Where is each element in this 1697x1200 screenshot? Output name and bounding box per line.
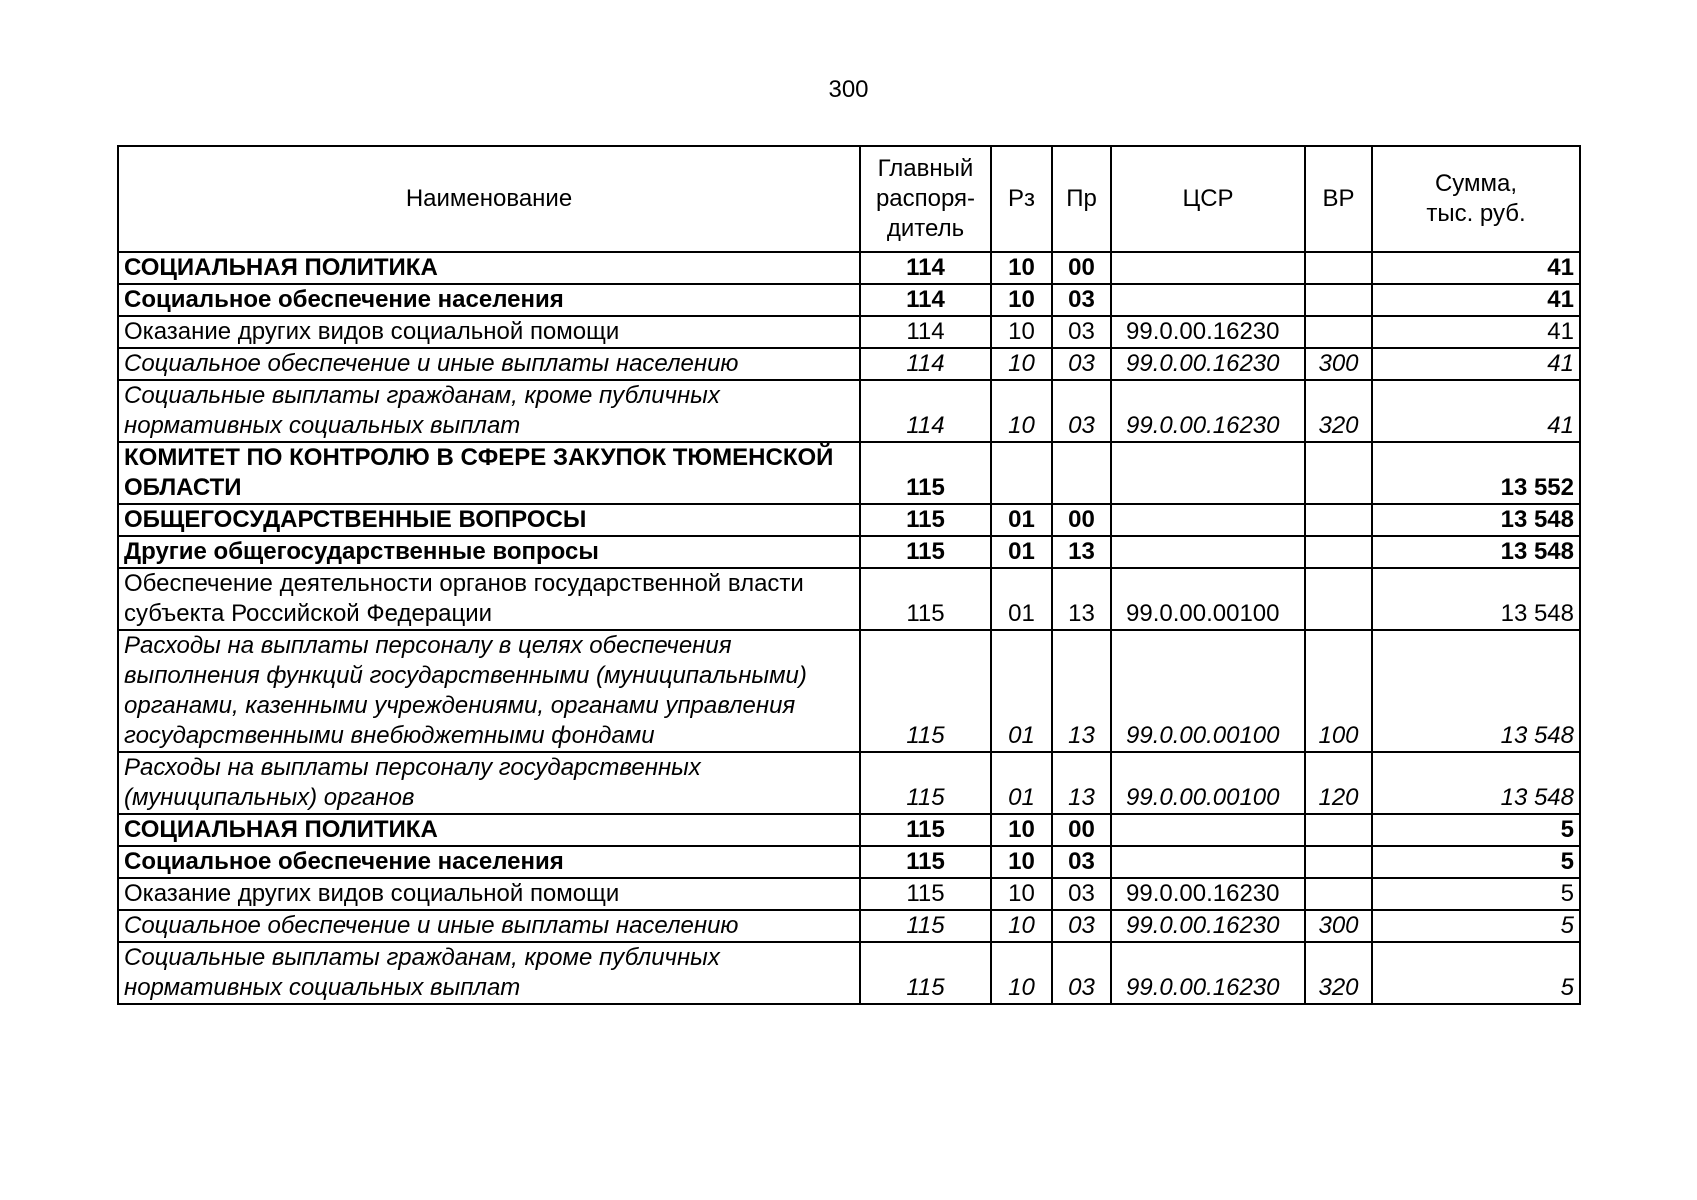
cell-amount: 5: [1372, 846, 1580, 878]
cell-target-article: 99.0.00.16230: [1111, 348, 1305, 380]
header-name: Наименование: [118, 146, 860, 252]
cell-expense-type: 320: [1305, 380, 1372, 442]
cell-expense-type: [1305, 316, 1372, 348]
cell-expense-type: 100: [1305, 630, 1372, 752]
cell-name: Социальное обеспечение и иные выплаты населению: [118, 910, 860, 942]
cell-name: Расходы на выплаты персоналу в целях обеспечения выполнения функций государственными (муниципальными) органами, казенными учреждениями, органами управления государственными внебюджетными фондами: [118, 630, 860, 752]
cell-target-article: 99.0.00.16230: [1111, 942, 1305, 1004]
cell-section: 10: [991, 316, 1052, 348]
cell-amount: 41: [1372, 252, 1580, 284]
cell-main-manager: 115: [860, 846, 991, 878]
cell-subsection: 03: [1052, 380, 1111, 442]
cell-name: ОБЩЕГОСУДАРСТВЕННЫЕ ВОПРОСЫ: [118, 504, 860, 536]
cell-target-article: [1111, 284, 1305, 316]
cell-target-article: 99.0.00.16230: [1111, 910, 1305, 942]
cell-expense-type: [1305, 536, 1372, 568]
table-row: [118, 630, 1580, 752]
cell-name: Социальные выплаты гражданам, кроме публичных нормативных социальных выплат: [118, 942, 860, 1004]
cell-main-manager: 115: [860, 942, 991, 1004]
cell-name: Социальное обеспечение и иные выплаты населению: [118, 348, 860, 380]
cell-subsection: 03: [1052, 942, 1111, 1004]
cell-subsection: 03: [1052, 348, 1111, 380]
cell-amount: 41: [1372, 284, 1580, 316]
cell-name: Оказание других видов социальной помощи: [118, 878, 860, 910]
cell-name: СОЦИАЛЬНАЯ ПОЛИТИКА: [118, 814, 860, 846]
cell-amount: 41: [1372, 348, 1580, 380]
header-main-manager-line2: распоря-: [875, 185, 976, 212]
cell-expense-type: [1305, 252, 1372, 284]
cell-target-article: [1111, 536, 1305, 568]
cell-section: 10: [991, 878, 1052, 910]
cell-section: [991, 442, 1052, 504]
cell-section: 10: [991, 846, 1052, 878]
cell-section: 10: [991, 252, 1052, 284]
table-row: [118, 442, 1580, 504]
cell-expense-type: [1305, 568, 1372, 630]
cell-section: 01: [991, 568, 1052, 630]
cell-target-article: 99.0.00.00100: [1111, 630, 1305, 752]
header-amount-line1: Сумма,: [1434, 170, 1518, 197]
cell-name: Социальное обеспечение населения: [118, 846, 860, 878]
cell-section: 10: [991, 348, 1052, 380]
cell-expense-type: 300: [1305, 910, 1372, 942]
header-main-manager-line1: Главный: [877, 155, 974, 182]
cell-amount: 13 548: [1372, 568, 1580, 630]
cell-main-manager: 115: [860, 630, 991, 752]
table-row: [118, 814, 1580, 846]
cell-amount: 5: [1372, 942, 1580, 1004]
cell-subsection: 03: [1052, 284, 1111, 316]
page-number: 300: [828, 76, 869, 103]
header-row: [118, 146, 1580, 252]
header-subsection: Пр: [1052, 146, 1111, 252]
cell-name: СОЦИАЛЬНАЯ ПОЛИТИКА: [118, 252, 860, 284]
cell-amount: 5: [1372, 878, 1580, 910]
cell-amount: 5: [1372, 814, 1580, 846]
cell-target-article: 99.0.00.00100: [1111, 752, 1305, 814]
cell-section: 01: [991, 752, 1052, 814]
cell-target-article: 99.0.00.16230: [1111, 316, 1305, 348]
table-row: [118, 942, 1580, 1004]
cell-expense-type: [1305, 846, 1372, 878]
cell-subsection: 00: [1052, 252, 1111, 284]
cell-section: 01: [991, 504, 1052, 536]
table-row: [118, 252, 1580, 284]
cell-target-article: 99.0.00.00100: [1111, 568, 1305, 630]
table-row: [118, 284, 1580, 316]
table-row: [118, 316, 1580, 348]
table-row: [118, 846, 1580, 878]
cell-expense-type: 320: [1305, 942, 1372, 1004]
cell-section: 10: [991, 910, 1052, 942]
table-row: [118, 504, 1580, 536]
cell-main-manager: 115: [860, 814, 991, 846]
cell-section: 10: [991, 380, 1052, 442]
cell-subsection: 13: [1052, 536, 1111, 568]
cell-main-manager: 114: [860, 348, 991, 380]
header-main-manager-line3: дитель: [886, 215, 965, 242]
table-row: [118, 752, 1580, 814]
cell-expense-type: [1305, 814, 1372, 846]
cell-section: 01: [991, 536, 1052, 568]
cell-target-article: [1111, 504, 1305, 536]
cell-section: 01: [991, 630, 1052, 752]
cell-expense-type: 120: [1305, 752, 1372, 814]
cell-amount: 13 552: [1372, 442, 1580, 504]
cell-target-article: [1111, 846, 1305, 878]
header-amount: [1372, 146, 1580, 252]
header-target-article: ЦСР: [1111, 146, 1305, 252]
budget-table: [117, 145, 1581, 1005]
cell-expense-type: [1305, 442, 1372, 504]
cell-main-manager: 115: [860, 536, 991, 568]
cell-target-article: [1111, 252, 1305, 284]
header-main-manager: [860, 146, 991, 252]
table-body: [118, 252, 1580, 1004]
cell-name: Оказание других видов социальной помощи: [118, 316, 860, 348]
cell-expense-type: [1305, 504, 1372, 536]
cell-subsection: 00: [1052, 814, 1111, 846]
cell-amount: 13 548: [1372, 752, 1580, 814]
cell-expense-type: [1305, 284, 1372, 316]
table-row: [118, 380, 1580, 442]
table-row: [118, 910, 1580, 942]
cell-main-manager: 114: [860, 252, 991, 284]
cell-main-manager: 115: [860, 442, 991, 504]
cell-subsection: 03: [1052, 878, 1111, 910]
table-row: [118, 536, 1580, 568]
cell-name: Обеспечение деятельности органов государственной власти субъекта Российской Федерации: [118, 568, 860, 630]
header-section: Рз: [991, 146, 1052, 252]
cell-amount: 5: [1372, 910, 1580, 942]
cell-target-article: [1111, 442, 1305, 504]
cell-amount: 41: [1372, 316, 1580, 348]
cell-subsection: 03: [1052, 316, 1111, 348]
header-expense-type: ВР: [1305, 146, 1372, 252]
header-amount-line2: тыс. руб.: [1426, 200, 1526, 227]
table-header: [118, 146, 1580, 252]
cell-target-article: 99.0.00.16230: [1111, 380, 1305, 442]
cell-section: 10: [991, 942, 1052, 1004]
cell-main-manager: 114: [860, 380, 991, 442]
cell-subsection: 00: [1052, 504, 1111, 536]
table-row: [118, 878, 1580, 910]
cell-subsection: 13: [1052, 752, 1111, 814]
cell-main-manager: 115: [860, 752, 991, 814]
table-row: [118, 348, 1580, 380]
cell-amount: 13 548: [1372, 536, 1580, 568]
cell-subsection: 13: [1052, 630, 1111, 752]
cell-name: Социальные выплаты гражданам, кроме публичных нормативных социальных выплат: [118, 380, 860, 442]
cell-subsection: 03: [1052, 910, 1111, 942]
cell-expense-type: [1305, 878, 1372, 910]
cell-amount: 13 548: [1372, 504, 1580, 536]
cell-main-manager: 115: [860, 504, 991, 536]
cell-subsection: 13: [1052, 568, 1111, 630]
cell-main-manager: 115: [860, 568, 991, 630]
cell-main-manager: 115: [860, 910, 991, 942]
cell-target-article: 99.0.00.16230: [1111, 878, 1305, 910]
cell-target-article: [1111, 814, 1305, 846]
cell-main-manager: 115: [860, 878, 991, 910]
cell-name: Расходы на выплаты персоналу государственных (муниципальных) органов: [118, 752, 860, 814]
cell-main-manager: 114: [860, 284, 991, 316]
cell-name: КОМИТЕТ ПО КОНТРОЛЮ В СФЕРЕ ЗАКУПОК ТЮМЕНСКОЙ ОБЛАСТИ: [118, 442, 860, 504]
cell-expense-type: 300: [1305, 348, 1372, 380]
cell-name: Другие общегосударственные вопросы: [118, 536, 860, 568]
cell-name: Социальное обеспечение населения: [118, 284, 860, 316]
cell-subsection: 03: [1052, 846, 1111, 878]
cell-main-manager: 114: [860, 316, 991, 348]
cell-section: 10: [991, 814, 1052, 846]
cell-amount: 13 548: [1372, 630, 1580, 752]
cell-section: 10: [991, 284, 1052, 316]
cell-amount: 41: [1372, 380, 1580, 442]
table-row: [118, 568, 1580, 630]
cell-subsection: [1052, 442, 1111, 504]
